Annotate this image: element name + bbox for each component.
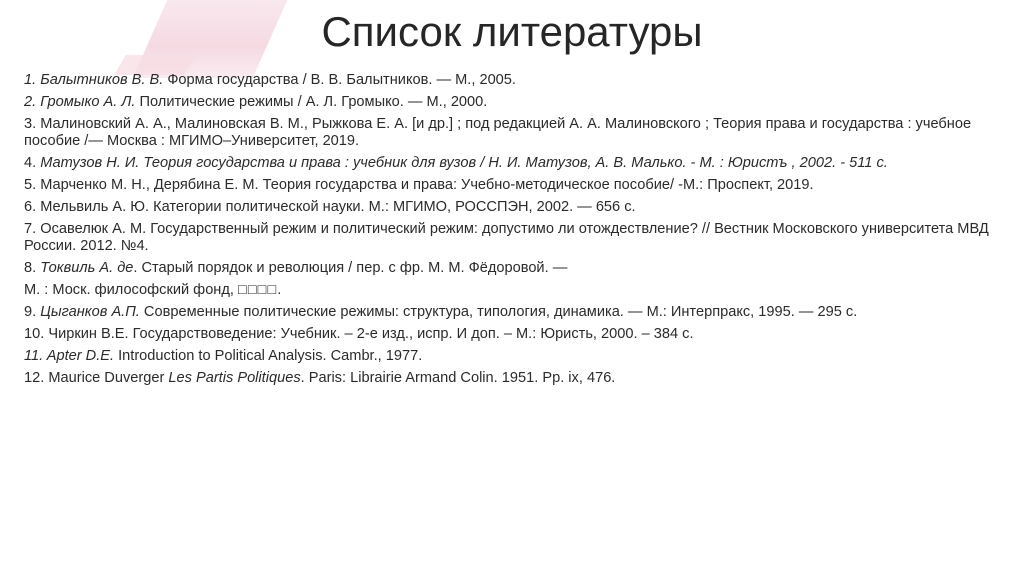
reference-item — [24, 348, 1014, 365]
reference-item — [24, 177, 1014, 194]
reference-item — [24, 116, 1014, 150]
reference-number: 4. — [24, 155, 41, 171]
reference-text: М. : Моск. философский фонд, — [24, 282, 238, 298]
reference-title: Les Partis Politiques — [168, 370, 301, 386]
reference-text: 5. Марченко М. Н., Дерябина Е. М. Теория государства и права: Учебно-методическое пособие/ -М.: Проспект, 2019. — [24, 177, 814, 193]
reference-author: 1. Балытников В. В. — [24, 72, 164, 88]
reference-number: 12. Maurice Duverger — [24, 370, 169, 386]
reference-item — [24, 155, 1014, 172]
reference-item — [24, 221, 1014, 255]
reference-item — [24, 304, 1014, 321]
reference-text: . Paris: Librairie Armand Colin. 1951. Pp. ix, 476. — [300, 370, 616, 386]
reference-text: Современные политические режимы: структура, типология, динамика. — М.: Интерпракс, 1995. — 295 с. — [139, 304, 858, 320]
reference-text: . Старый порядок и революция / пер. с фр. М. М. Фёдоровой. — — [133, 260, 568, 276]
reference-author: Цыганков А.П. — [40, 304, 140, 320]
reference-item — [24, 72, 1014, 89]
reference-author: 11. Apter D.E. — [24, 348, 115, 364]
reference-text-tail: . — [277, 282, 282, 298]
reference-item — [24, 199, 1014, 216]
reference-text: Форма государства / В. В. Балытников. — М., 2005. — [163, 72, 516, 88]
reference-text: 7. Осавелюк А. М. Государственный режим и политический режим: допустимо ли отождествление? // Вестник Московского университета МВД России. 2012. №4. — [24, 221, 989, 254]
reference-text: 6. Мельвиль А. Ю. Категории политической науки. М.: МГИМО, РОССПЭН, 2002. — 656 с. — [24, 199, 636, 215]
missing-glyphs: □□□□ — [238, 282, 278, 298]
reference-text: 10. Чиркин В.Е. Государствоведение: Учебник. – 2-е изд., испр. И доп. – М.: Юристь, 2000. – 384 с. — [24, 326, 694, 342]
reference-item — [24, 282, 1014, 299]
reference-text: Политические режимы / А. Л. Громыко. — М., 2000. — [135, 94, 488, 110]
reference-number: 9. — [24, 304, 41, 320]
reference-author: 2. Громыко А. Л. — [24, 94, 136, 110]
reference-list — [24, 72, 1014, 392]
reference-text: 3. Малиновский А. А., Малиновская В. М., Рыжкова Е. А. [и др.] ; под редакцией А. А. Малиновского ; Теория права и государства : учебное пособие /— Москва : МГИМО–Университет, 2019. — [24, 116, 972, 149]
reference-author: Токвиль А. де — [40, 260, 134, 276]
reference-item — [24, 326, 1014, 343]
page-title: Список литературы — [321, 8, 703, 55]
reference-text: Introduction to Political Analysis. Cambr., 1977. — [114, 348, 423, 364]
reference-item — [24, 94, 1014, 111]
reference-number: 8. — [24, 260, 41, 276]
reference-text: Матузов Н. И. Теория государства и права : учебник для вузов / Н. И. Матузов, А. В. Малько. - М. : Юристъ , 2002. - 511 с. — [40, 155, 888, 171]
reference-item — [24, 370, 1014, 387]
reference-item — [24, 260, 1014, 277]
